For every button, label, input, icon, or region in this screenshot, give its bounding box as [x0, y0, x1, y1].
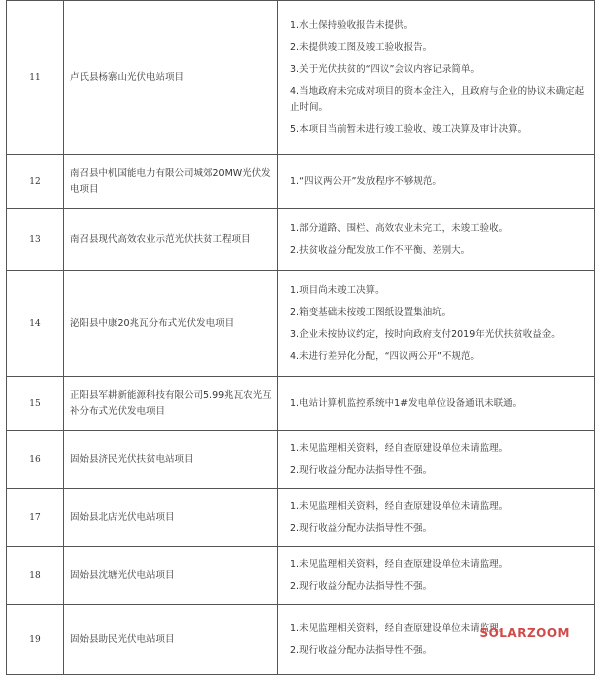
issues-cell [278, 547, 595, 605]
row-number: 12 [7, 155, 64, 209]
table-row [7, 155, 595, 209]
project-name: 卢氏县杨寨山光伏电站项目 [64, 1, 278, 155]
issue-item: 4.未进行差异化分配，“四议两公开”不规范。 [290, 350, 480, 362]
row-number: 15 [7, 377, 64, 431]
issue-item: 1.未见监理相关资料，经自查原建设单位未请监理。 [290, 442, 509, 454]
issue-item: 1.项目尚未竣工决算。 [290, 284, 385, 296]
row-number: 16 [7, 431, 64, 489]
projects-table [6, 0, 595, 675]
issue-item: 1.电站计算机监控系统中1#发电单位设备通讯未联通。 [290, 397, 523, 409]
project-name: 固始县北店光伏电站项目 [64, 489, 278, 547]
row-number: 14 [7, 271, 64, 377]
table-row [7, 271, 595, 377]
table-row [7, 547, 595, 605]
issue-item: 1.“四议两公开”发放程序不够规范。 [290, 175, 442, 187]
solarzoom-watermark: SOLARZOOM [479, 626, 570, 640]
issue-item: 4.当地政府未完成对项目的资本金注入，且政府与企业的协议未确定起止时间。 [290, 85, 585, 113]
issue-item: 1.部分道路、围栏、高效农业未完工，未竣工验收。 [290, 222, 509, 234]
issue-item: 2.未提供竣工图及竣工验收报告。 [290, 41, 433, 53]
project-name: 固始县助民光伏电站项目 [64, 605, 278, 675]
projects-table-body [7, 1, 595, 675]
project-name: 固始县沈塘光伏电站项目 [64, 547, 278, 605]
issue-item: 2.现行收益分配办法指导性不强。 [290, 464, 433, 476]
row-number: 18 [7, 547, 64, 605]
project-name: 南召县中机国能电力有限公司城郊20MW光伏发电项目 [64, 155, 278, 209]
row-number: 11 [7, 1, 64, 155]
issue-item: 1.水土保持验收报告未提供。 [290, 19, 414, 31]
issues-cell [278, 155, 595, 209]
issue-item: 2.现行收益分配办法指导性不强。 [290, 522, 433, 534]
row-number: 13 [7, 209, 64, 271]
issue-item: 2.现行收益分配办法指导性不强。 [290, 580, 433, 592]
issue-item: 2.箱变基础未按竣工图纸设置集油坑。 [290, 306, 452, 318]
issues-cell [278, 377, 595, 431]
issues-cell [278, 209, 595, 271]
issue-item: 3.企业未按协议约定，按时向政府支付2019年光伏扶贫收益金。 [290, 328, 561, 340]
issues-cell [278, 431, 595, 489]
issue-item: 2.现行收益分配办法指导性不强。 [290, 644, 433, 656]
table-row [7, 209, 595, 271]
table-row [7, 489, 595, 547]
issue-item: 5.本项目当前暂未进行竣工验收、竣工决算及审计决算。 [290, 123, 528, 135]
row-number: 17 [7, 489, 64, 547]
issue-item: 1.未见监理相关资料，经自查原建设单位未请监理。 [290, 558, 509, 570]
issues-cell [278, 271, 595, 377]
project-name: 南召县现代高效农业示范光伏扶贫工程项目 [64, 209, 278, 271]
issue-item: 3.关于光伏扶贫的“四议”会议内容记录简单。 [290, 63, 480, 75]
issue-item: 1.未见监理相关资料，经自查原建设单位未请监理。 [290, 622, 509, 634]
row-number: 19 [7, 605, 64, 675]
project-name: 正阳县军耕新能源科技有限公司5.99兆瓦农光互补分布式光伏发电项目 [64, 377, 278, 431]
table-row [7, 431, 595, 489]
issues-cell [278, 1, 595, 155]
issue-item: 1.未见监理相关资料，经自查原建设单位未请监理。 [290, 500, 509, 512]
issues-cell [278, 489, 595, 547]
table-row [7, 1, 595, 155]
project-name: 泌阳县中康20兆瓦分布式光伏发电项目 [64, 271, 278, 377]
issue-item: 2.扶贫收益分配发放工作不平衡、差别大。 [290, 244, 471, 256]
table-row [7, 377, 595, 431]
project-name: 固始县济民光伏扶贫电站项目 [64, 431, 278, 489]
